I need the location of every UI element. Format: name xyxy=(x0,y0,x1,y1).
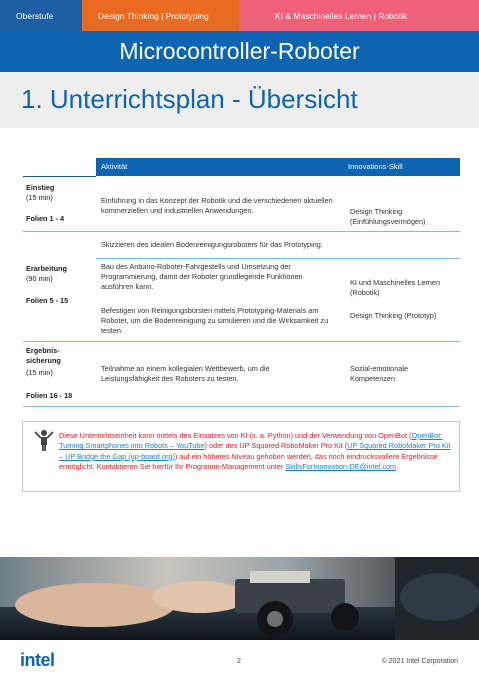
divider xyxy=(23,406,460,407)
activity-text: Skizzieren des idealen Bodenreinigungsroboters für das Prototyping. xyxy=(101,240,323,249)
section-title: 1. Unterrichtsplan - Übersicht xyxy=(21,84,358,114)
phase-duration: (90 min) xyxy=(26,274,53,283)
skill-text: Sozial-emotionale Kompetenzen xyxy=(350,364,409,383)
topic-tag: KI & Maschinelles Lernen | Robotik xyxy=(239,0,479,31)
module-tag: Design Thinking | Prototyping xyxy=(82,0,239,31)
phase-duration: (15 min) xyxy=(26,193,53,202)
phase-duration: (15 min) xyxy=(26,368,53,377)
activity-text: Befestigen von Reinigungsbürsten mittels Prototyping-Materials am Roboter, um die Bodenreinigung zu simulieren und die Wirksamkeit zu testen. xyxy=(101,306,329,335)
header-skill: Innovations-Skill xyxy=(348,162,403,171)
phase-label: Erarbeitung xyxy=(26,264,67,273)
email-link[interactable]: SkillsForInnovation-DE@intel.com xyxy=(285,462,397,472)
activity-text: Bau des Arduino-Roboter-Fahrgestells und Umsetzung der Programmierung, damit der Roboter grundlegende Funktionen ausführen kann. xyxy=(101,262,303,291)
upboard-link[interactable]: UP Squared RoboMaker Pro Kit – UP Bridge the Gap (up-board.org) xyxy=(59,441,451,461)
openbot-link[interactable]: OpenBot: Turning Smartphones into Robots – YouTube xyxy=(59,431,443,451)
intel-logo: intel xyxy=(20,650,55,670)
info-text-part: . xyxy=(396,462,399,472)
info-box xyxy=(22,421,460,492)
info-text xyxy=(59,431,455,473)
robot-photo xyxy=(0,557,479,640)
skill-text: Design Thinking (Prototyp) xyxy=(350,311,437,320)
divider xyxy=(23,341,460,342)
copyright: © 2021 Intel Corporation xyxy=(381,658,458,665)
divider xyxy=(23,231,96,232)
skill-text: KI und Maschinelles Lernen (Robotik) xyxy=(350,278,441,297)
page-number: 2 xyxy=(237,658,241,665)
title-band xyxy=(0,31,479,72)
presenter-icon xyxy=(32,428,56,452)
header-activity: Aktivität xyxy=(101,162,128,171)
info-text-part: Diese Unterrichtseinheit kann mittels des Einsatzes von KI (s. a. Python) und der Verwendung von OpenBot ( xyxy=(59,431,412,440)
divider xyxy=(96,258,460,259)
skill-text: Design Thinking (Einfühlungsvermögen) xyxy=(350,207,426,226)
info-text-part: ) oder des UP Squared RoboMaker Pro Kit ( xyxy=(204,441,348,451)
activity-text: Teilnahme an einem kollegialen Wettbewerb, um die Leistungsfähigkeit des Roboters zu testen. xyxy=(101,364,270,383)
phase-slides: Folien 1 - 4 xyxy=(26,214,65,223)
activity-text: Einführung in das Konzept der Robotik und die verschiedenen aktuellen kommerziellen und industriellen Anwendungen. xyxy=(101,196,333,215)
phase-slides: Folien 16 - 18 xyxy=(26,391,73,400)
table-header xyxy=(96,158,460,176)
level-tag: Oberstufe xyxy=(0,0,82,31)
phase-label: Einstieg xyxy=(26,183,55,192)
divider xyxy=(96,231,460,232)
header-bar xyxy=(0,0,479,31)
info-text-part: ) auf ein höheres Niveau gehoben werden, das noch eindrucksvollere Ergebnisse ermöglicht. Kontaktieren Sie hierfür Ihr Programm-Management unter xyxy=(59,451,438,472)
page-title: Microcontroller-Roboter xyxy=(119,38,360,64)
divider xyxy=(23,176,96,177)
phase-slides: Folien 5 - 15 xyxy=(26,296,69,305)
section-header xyxy=(0,72,479,128)
phase-label: Ergebnis-sicherung xyxy=(26,346,61,365)
footer xyxy=(0,640,479,677)
